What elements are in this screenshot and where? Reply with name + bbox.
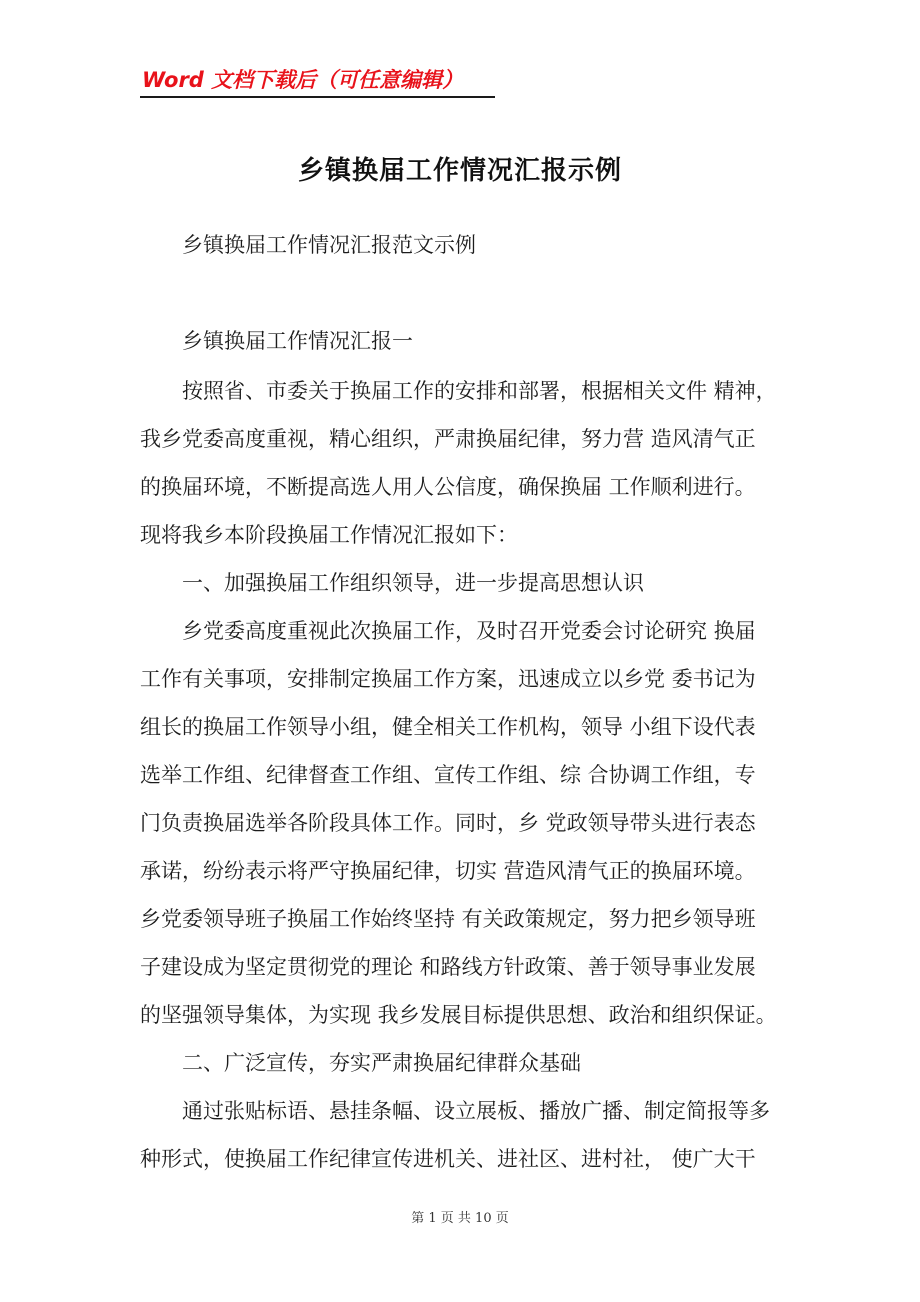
paragraph-line: 组长的换届工作领导小组，健全相关工作机构，领导 小组下设代表 [140,715,756,739]
subtitle-line: 乡镇换届工作情况汇报范文示例 [182,233,476,257]
paragraph-line: 乡党委领导班子换届工作始终坚持 有关政策规定，努力把乡领导班 [140,907,756,931]
section-heading: 乡镇换届工作情况汇报一 [182,329,413,353]
paragraph-line: 我乡党委高度重视，精心组织，严肃换届纪律，努力营 造风清气正 [140,427,756,451]
paragraph-line: 子建设成为坚定贯彻党的理论 和路线方针政策、善于领导事业发展 [140,955,756,979]
paragraph-line: 的换届环境，不断提高选人用人公信度，确保换届 工作顺利进行。 [140,475,756,499]
paragraph-line: 乡党委高度重视此次换届工作，及时召开党委会讨论研究 换届 [182,619,756,643]
download-banner [140,62,495,98]
paragraph-line: 门负责换届选举各阶段具体工作。同时，乡 党政领导带头进行表态 [140,811,756,835]
page-number: 第 1 页 共 10 页 [411,1211,509,1226]
section-heading: 二、广泛宣传，夯实严肃换届纪律群众基础 [182,1051,581,1075]
paragraph-line: 承诺，纷纷表示将严守换届纪律，切实 营造风清气正的换届环境。 [140,859,756,883]
paragraph-line: 种形式，使换届工作纪律宣传进机关、进社区、进村社， 使广大干 [140,1147,756,1171]
download-banner-text: Word 文档下载后（可任意编辑） [142,68,464,92]
paragraph-line: 的坚强领导集体，为实现 我乡发展目标提供思想、政治和组织保证。 [140,1003,777,1027]
paragraph-line: 工作有关事项，安排制定换届工作方案，迅速成立以乡党 委书记为 [140,667,756,691]
document-title: 乡镇换届工作情况汇报示例 [297,156,622,186]
paragraph-line: 现将我乡本阶段换届工作情况汇报如下： [140,523,518,547]
paragraph-line: 按照省、市委关于换届工作的安排和部署，根据相关文件 精神， [182,379,777,403]
paragraph-line: 通过张贴标语、悬挂条幅、设立展板、播放广播、制定简报等多 [182,1099,770,1123]
section-heading: 一、加强换届工作组织领导，进一步提高思想认识 [182,571,644,595]
paragraph-line: 选举工作组、纪律督查工作组、宣传工作组、综 合协调工作组，专 [140,763,756,787]
